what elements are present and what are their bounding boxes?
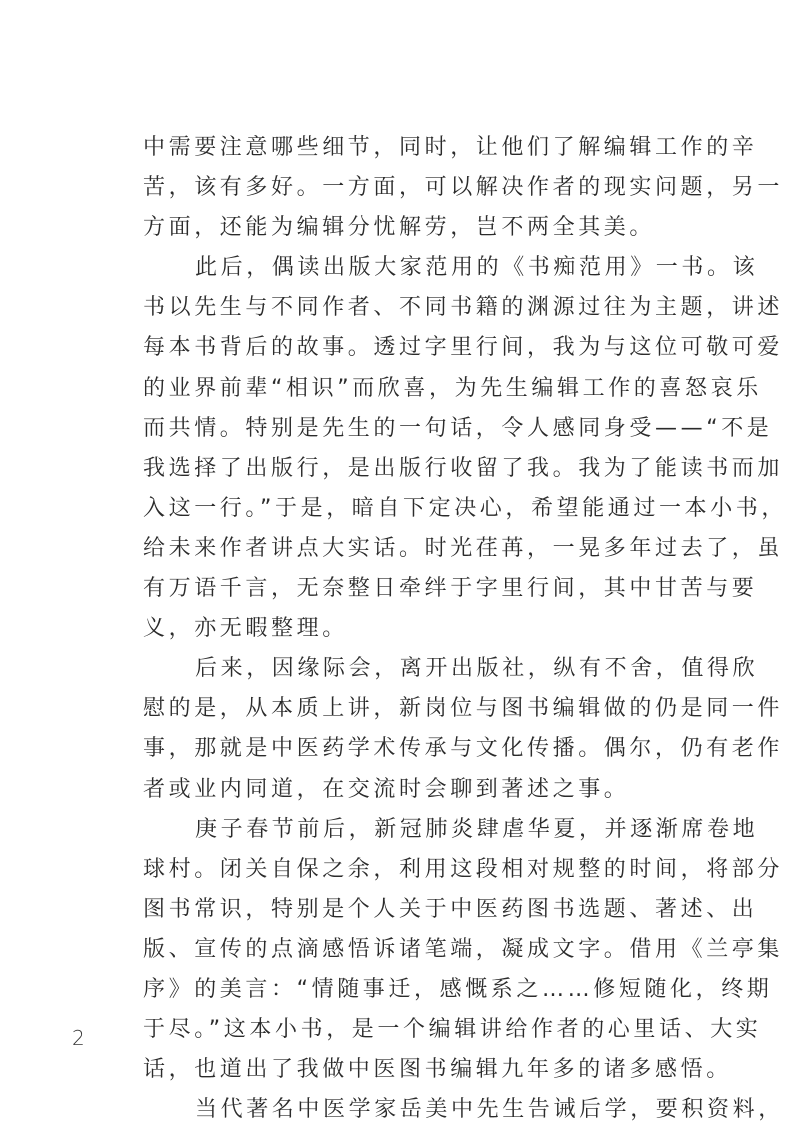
text-line: 者或业内同道，在交流时会聊到著述之事。 (143, 776, 630, 802)
text-line: 给未来作者讲点大实话。时光荏苒，一晃多年过去了，虽 (143, 535, 784, 561)
text-line: 话，也道出了我做中医图书编辑九年多的诸多感悟。 (143, 1057, 732, 1083)
text-line: 慰的是，从本质上讲，新岗位与图书编辑做的仍是同一件 (143, 696, 784, 722)
text-line: 于尽。”这本小书，是一个编辑讲给作者的心里话、大实 (143, 1017, 762, 1043)
text-line: 义，亦无暇整理。 (143, 616, 348, 642)
text-line: 我选择了出版行，是出版行收留了我。我为了能读书而加 (143, 455, 784, 481)
text-line: 入这一行。”于是，暗自下定决心，希望能通过一本小书， (143, 495, 787, 521)
text-line: 球村。闭关自保之余，利用这段相对规整的时间，将部分 (143, 856, 784, 882)
text-line: 而共情。特别是先生的一句话，令人感同身受——“不是 (143, 415, 773, 441)
paragraph-first-line: 后来，因缘际会，离开出版社，纵有不舍，值得欣 (195, 656, 759, 682)
text-line: 事，那就是中医药学术传承与文化传播。偶尔，仍有老作 (143, 736, 784, 762)
text-line: 有万语千言，无奈整日牵绊于字里行间，其中甘苦与要 (143, 576, 758, 602)
text-line: 中需要注意哪些细节，同时，让他们了解编辑工作的辛 (143, 135, 758, 160)
text-line: 图书常识，特别是个人关于中医药图书选题、著述、出 (143, 896, 758, 922)
text-line: 序》的美言：“情随事迁，感慨系之……修短随化，终期 (143, 976, 773, 1002)
text-line: 的业界前辈“相识”而欣喜，为先生编辑工作的喜怒哀乐 (143, 375, 762, 401)
text-line: 方面，还能为编辑分忧解劳，岂不两全其美。 (143, 215, 656, 241)
page-number: 2 (72, 1026, 85, 1050)
text-line: 苦，该有多好。一方面，可以解决作者的现实问题，另一 (143, 175, 784, 201)
paragraph-first-line: 庚子春节前后，新冠肺炎肆虐华夏，并逐渐席卷地 (195, 816, 759, 842)
body-text (143, 128, 787, 1130)
text-line: 版、宣传的点滴感悟诉诸笔端，凝成文字。借用《兰亭集 (143, 936, 784, 962)
text-line: 书以先生与不同作者、不同书籍的渊源过往为主题，讲述 (143, 295, 784, 321)
paragraph-first-line: 此后，偶读出版大家范用的《书痴范用》一书。该 (195, 255, 759, 281)
text-line: 每本书背后的故事。透过字里行间，我为与这位可敬可爱 (143, 335, 784, 361)
paragraph-first-line: 当代著名中医学家岳美中先生告诫后学，要积资料， (195, 1097, 784, 1123)
